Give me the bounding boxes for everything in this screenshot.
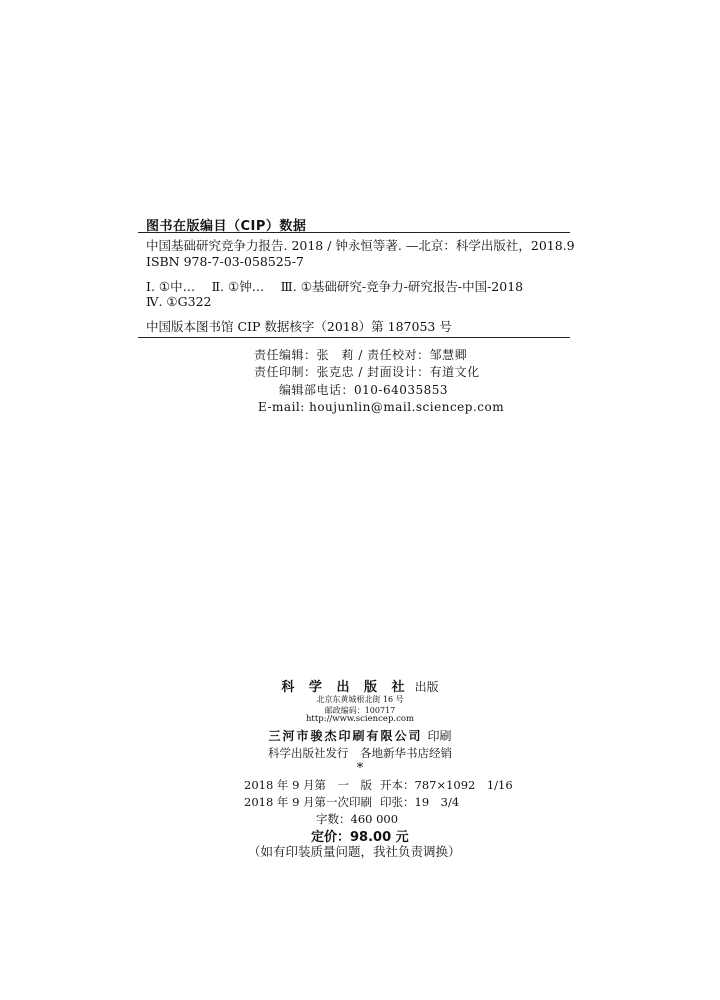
cip-classification-1: Ⅰ. ①中… Ⅱ. ①钟… Ⅲ. ①基础研究-竞争力-研究报告-中国-2018 (146, 279, 524, 294)
cip-top-rule (138, 232, 570, 233)
editorial-phone: 编辑部电话：010-64035853 (279, 383, 449, 397)
publisher-website: http://www.sciencep.com (305, 714, 415, 724)
printer-action: 印刷 (427, 729, 452, 743)
word-count: 字数：460 000 (316, 812, 399, 826)
cip-record-number: 中国版本图书馆 CIP 数据核字（2018）第 187053 号 (146, 319, 452, 334)
cip-classification-2: Ⅳ. ①G322 (146, 294, 212, 309)
responsible-editor: 责任编辑：张 莉 / 责任校对：邹慧卿 (254, 348, 468, 362)
printing-first: 2018 年 9 月第一次印刷 (244, 795, 373, 809)
cip-isbn: ISBN 978-7-03-058525-7 (146, 254, 304, 269)
distribution-line: 科学出版社发行 各地新华书店经销 (268, 746, 452, 760)
publisher-line (0, 676, 720, 695)
cip-bottom-rule (138, 337, 570, 338)
printed-sheets: 印张：19 3/4 (380, 795, 460, 809)
print-cover-credits: 责任印制：张克忠 / 封面设计：有道文化 (254, 365, 480, 379)
publisher-postcode: 邮政编码：100717 (324, 706, 396, 715)
quality-note: （如有印装质量问题，我社负责调换） (248, 844, 461, 859)
cip-heading: 图书在版编目（CIP）数据 (146, 219, 307, 234)
cip-title-line: 中国基础研究竞争力报告. 2018 / 钟永恒等著. —北京：科学出版社，2018.9 (146, 238, 575, 253)
printer-name: 三河市骏杰印刷有限公司 (268, 729, 423, 743)
separator-star: * (356, 761, 364, 776)
price: 定价：98.00 元 (311, 830, 409, 845)
edition-first: 2018 年 9 月第 一 版 (244, 778, 373, 792)
publisher-address: 北京东黄城根北街 16 号 (316, 695, 404, 704)
publisher-action: 出版 (414, 680, 439, 694)
publisher-name: 科 学 出 版 社 (281, 680, 410, 695)
printer-line (0, 725, 720, 744)
editorial-email: E-mail: houjunlin@mail.sciencep.com (258, 400, 505, 414)
book-format: 开本：787×1092 1/16 (380, 778, 513, 792)
